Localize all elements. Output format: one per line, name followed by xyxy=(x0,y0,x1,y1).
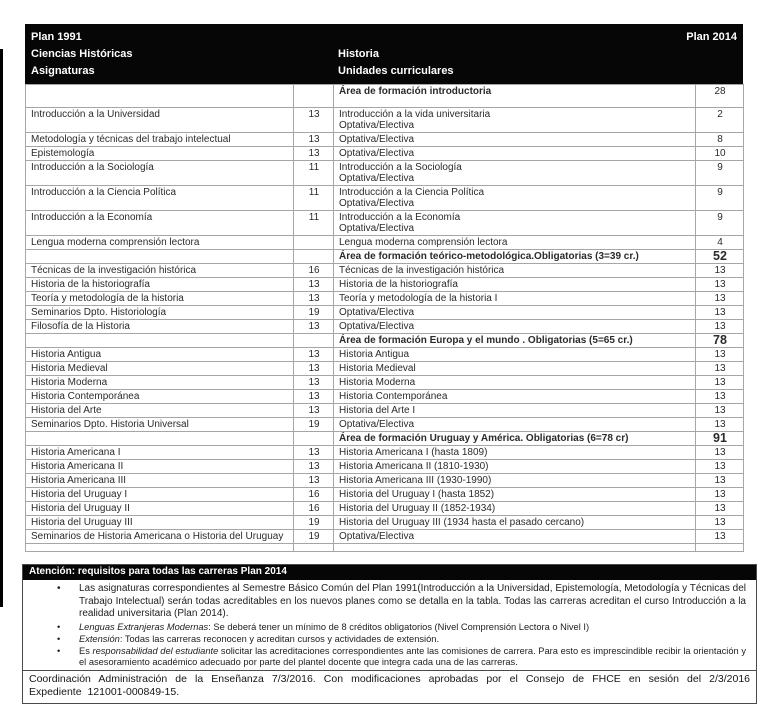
plan2014-credits-cell: 9 xyxy=(696,186,744,211)
plan2014-unit-cell xyxy=(334,306,696,320)
plan2014-credits-cell: 13 xyxy=(696,348,744,362)
course-row xyxy=(26,488,744,502)
unit-line: Área de formación introductoria xyxy=(339,86,492,97)
course-row xyxy=(26,390,744,404)
plan1991-credits-cell: 19 xyxy=(294,516,334,530)
course-row xyxy=(26,404,744,418)
unit-line: Área de formación Uruguay y América. Obligatorias (6=78 cr) xyxy=(339,433,629,444)
plan1991-credits-cell: 11 xyxy=(294,161,334,186)
plan2014-credits-cell: 9 xyxy=(696,211,744,236)
bullet-text: : Se deberá tener un mínimo de 8 créditos obligatorios (Nivel Comprensión Lectora o Nivel I) xyxy=(208,621,590,632)
plan1991-course-cell: Introducción a la Economía xyxy=(26,211,294,236)
plan1991-credits-cell: 13 xyxy=(294,446,334,460)
curriculum-mapping-table xyxy=(25,84,744,552)
unit-line: Introducción a la Sociología xyxy=(339,162,462,173)
plan1991-credits-cell: 13 xyxy=(294,147,334,161)
plan1991-credits-cell: 13 xyxy=(294,404,334,418)
plan2014-unit-cell xyxy=(334,108,696,133)
plan1991-course-cell: Seminarios Dpto. Historia Universal xyxy=(26,418,294,432)
plan2014-credits-cell: 13 xyxy=(696,320,744,334)
section-header-row xyxy=(26,432,744,446)
plan2014-unit-cell xyxy=(334,544,696,552)
plan1991-credits-cell: 13 xyxy=(294,390,334,404)
course-row xyxy=(26,278,744,292)
plan2014-unit-cell xyxy=(334,362,696,376)
plan2014-unit-cell xyxy=(334,516,696,530)
table-body xyxy=(26,85,744,552)
course-row xyxy=(26,418,744,432)
section-header-row xyxy=(26,85,744,108)
plan1991-course-cell: Seminarios de Historia Americana o Historia del Uruguay xyxy=(26,530,294,544)
plan2014-credits-cell: 13 xyxy=(696,264,744,278)
plan1991-credits-cell: 13 xyxy=(294,362,334,376)
plan1991-credits-cell xyxy=(294,85,334,108)
plan2014-unit-cell xyxy=(334,264,696,278)
plan2014-unit-cell xyxy=(334,250,696,264)
plan2014-credits-cell: 13 xyxy=(696,530,744,544)
attention-bar-title: Atención: requisitos para todas las carreras Plan 2014 xyxy=(23,565,756,580)
unidades-column-label: Unidades curriculares xyxy=(338,65,454,77)
plan2014-credits-cell: 13 xyxy=(696,516,744,530)
plan2014-credits-cell xyxy=(696,544,744,552)
plan1991-credits-cell: 11 xyxy=(294,186,334,211)
unit-line: Optativa/Electiva xyxy=(339,148,415,159)
bullet-italic: Extensión xyxy=(79,633,120,644)
plan1991-course-cell: Metodología y técnicas del trabajo intelectual xyxy=(26,133,294,147)
plan-1991-label: Plan 1991 xyxy=(31,31,82,43)
unit-line: Optativa/Electiva xyxy=(339,198,415,209)
plan1991-credits-cell xyxy=(294,236,334,250)
plan1991-course-cell: Historia Americana I xyxy=(26,446,294,460)
unit-line: Historia del Uruguay II (1852-1934) xyxy=(339,503,496,514)
unit-line: Optativa/Electiva xyxy=(339,531,415,542)
plan2014-credits-cell: 13 xyxy=(696,474,744,488)
unit-line: Técnicas de la investigación histórica xyxy=(339,265,505,276)
section-header-row xyxy=(26,250,744,264)
unit-line: Introducción a la Economía xyxy=(339,212,461,223)
document-page xyxy=(0,24,768,704)
plan1991-course-cell: Epistemología xyxy=(26,147,294,161)
plan1991-course-cell: Introducción a la Sociología xyxy=(26,161,294,186)
unit-line: Historia del Arte I xyxy=(339,405,416,416)
plan1991-course-cell: Historia del Uruguay I xyxy=(26,488,294,502)
unit-line: Historia Contemporánea xyxy=(339,391,448,402)
course-row xyxy=(26,502,744,516)
unit-line: Historia Moderna xyxy=(339,377,416,388)
plan2014-credits-cell: 78 xyxy=(696,334,744,348)
plan2014-unit-cell xyxy=(334,320,696,334)
plan2014-unit-cell xyxy=(334,488,696,502)
course-row xyxy=(26,292,744,306)
plan2014-unit-cell xyxy=(334,348,696,362)
plan1991-credits-cell: 13 xyxy=(294,348,334,362)
plan1991-credits-cell: 16 xyxy=(294,488,334,502)
plan2014-unit-cell xyxy=(334,211,696,236)
plan1991-credits-cell xyxy=(294,432,334,446)
plan2014-credits-cell: 13 xyxy=(696,418,744,432)
unit-line: Teoría y metodología de la historia I xyxy=(339,293,498,304)
notice-bullet xyxy=(79,634,746,645)
course-row xyxy=(26,530,744,544)
plan2014-credits-cell: 4 xyxy=(696,236,744,250)
unit-line: Optativa/Electiva xyxy=(339,419,415,430)
unit-line: Historia Americana II (1810-1930) xyxy=(339,461,489,472)
plan2014-unit-cell xyxy=(334,404,696,418)
course-row xyxy=(26,147,744,161)
plan1991-course-cell: Historia Americana III xyxy=(26,474,294,488)
plan2014-credits-cell: 13 xyxy=(696,292,744,306)
plan2014-unit-cell xyxy=(334,502,696,516)
plan1991-credits-cell: 11 xyxy=(294,211,334,236)
course-row xyxy=(26,362,744,376)
unit-line: Historia Americana I (hasta 1809) xyxy=(339,447,488,458)
unit-line: Optativa/Electiva xyxy=(339,321,415,332)
plan2014-unit-cell xyxy=(334,133,696,147)
unit-line: Historia Antigua xyxy=(339,349,410,360)
plan2014-unit-cell xyxy=(334,236,696,250)
plan1991-credits-cell: 13 xyxy=(294,376,334,390)
bullet-text: Las asignaturas correspondientes al Semestre Básico Común del Plan 1991(Introducción a la Universidad, Epistemología, Metodología y Técnicas del Trabajo Intelectual) serán todas acreditables en los nuevos planes como se detalla en la tabla. Todas las carreras acreditan el curso Introducción a la realidad universitaria (Plan 2014). xyxy=(79,583,746,619)
unit-line: Optativa/Electiva xyxy=(339,134,415,145)
unit-line: Optativa/Electiva xyxy=(339,223,415,234)
plan1991-course-cell: Historia Antigua xyxy=(26,348,294,362)
plan2014-credits-cell: 52 xyxy=(696,250,744,264)
plan1991-course-cell: Lengua moderna comprensión lectora xyxy=(26,236,294,250)
plan1991-course-cell: Historia Contemporánea xyxy=(26,390,294,404)
plan1991-course-cell xyxy=(26,85,294,108)
plan1991-course-cell xyxy=(26,544,294,552)
plan2014-unit-cell xyxy=(334,418,696,432)
plan1991-course-cell: Historia del Uruguay III xyxy=(26,516,294,530)
course-row xyxy=(26,460,744,474)
unit-line: Optativa/Electiva xyxy=(339,173,415,184)
plan2014-credits-cell: 13 xyxy=(696,502,744,516)
plan1991-course-cell: Técnicas de la investigación histórica xyxy=(26,264,294,278)
plan1991-course-cell: Filosofía de la Historia xyxy=(26,320,294,334)
bullet-italic: responsabilidad del estudiante xyxy=(92,645,219,656)
course-row xyxy=(26,133,744,147)
course-row xyxy=(26,236,744,250)
plan1991-course-cell: Historia Americana II xyxy=(26,460,294,474)
plan2014-credits-cell: 13 xyxy=(696,488,744,502)
plan2014-unit-cell xyxy=(334,530,696,544)
plan2014-unit-cell xyxy=(334,147,696,161)
plan2014-unit-cell xyxy=(334,161,696,186)
bullet-text: solicitar las acreditaciones correspondientes ante las comisiones de carrera. Para esto es imprescindible recibir la orientación y el asesoramiento académico adecuado por parte del plantel docente que integra cada una de las carreras. xyxy=(79,645,747,667)
plan2014-credits-cell: 13 xyxy=(696,306,744,320)
plan2014-credits-cell: 13 xyxy=(696,460,744,474)
footer-note: Coordinación Administración de la Enseñanza 7/3/2016. Con modificaciones aprobadas por el Consejo de FHCE en sesión del 2/3/2016 Expediente 121001-000849-15. xyxy=(23,670,756,703)
plan1991-credits-cell: 13 xyxy=(294,292,334,306)
plan1991-credits-cell: 19 xyxy=(294,306,334,320)
plan-2014-label: Plan 2014 xyxy=(686,31,737,43)
plan2014-credits-cell: 2 xyxy=(696,108,744,133)
course-row xyxy=(26,306,744,320)
plan2014-unit-cell xyxy=(334,334,696,348)
notice-section xyxy=(22,564,757,704)
unit-line: Introducción a la vida universitaria xyxy=(339,109,491,120)
plan1991-course-cell xyxy=(26,334,294,348)
asignaturas-column-label: Asignaturas xyxy=(31,65,95,77)
unit-line: Historia Americana III (1930-1990) xyxy=(339,475,492,486)
section-header-row xyxy=(26,334,744,348)
plan1991-course-cell: Introducción a la Universidad xyxy=(26,108,294,133)
plan1991-credits-cell xyxy=(294,544,334,552)
unit-line: Historia Medieval xyxy=(339,363,416,374)
plan2014-credits-cell: 13 xyxy=(696,376,744,390)
plan1991-course-cell xyxy=(26,250,294,264)
notice-bullet xyxy=(79,646,746,668)
plan2014-unit-cell xyxy=(334,376,696,390)
unit-line: Área de formación Europa y el mundo . Obligatorias (5=65 cr.) xyxy=(339,335,633,346)
unit-line: Área de formación teórico-metodológica.Obligatorias (3=39 cr.) xyxy=(339,251,639,262)
course-row xyxy=(26,320,744,334)
unit-line: Historia del Uruguay I (hasta 1852) xyxy=(339,489,495,500)
plan2014-credits-cell: 9 xyxy=(696,161,744,186)
plan2014-credits-cell: 13 xyxy=(696,390,744,404)
career-1991-label: Ciencias Históricas xyxy=(31,48,133,60)
bullet-pre: Es xyxy=(79,645,93,656)
unit-line: Optativa/Electiva xyxy=(339,307,415,318)
plan1991-credits-cell: 13 xyxy=(294,460,334,474)
course-row xyxy=(26,264,744,278)
course-row xyxy=(26,474,744,488)
plan1991-course-cell: Historia Moderna xyxy=(26,376,294,390)
plan1991-credits-cell: 19 xyxy=(294,418,334,432)
plan2014-credits-cell: 13 xyxy=(696,446,744,460)
plan1991-credits-cell: 13 xyxy=(294,108,334,133)
scan-edge-artifact xyxy=(0,49,3,607)
plan2014-unit-cell xyxy=(334,432,696,446)
plan2014-unit-cell xyxy=(334,390,696,404)
plan1991-credits-cell: 13 xyxy=(294,474,334,488)
plan2014-unit-cell xyxy=(334,85,696,108)
plan1991-credits-cell: 16 xyxy=(294,264,334,278)
plan1991-credits-cell xyxy=(294,334,334,348)
plan1991-credits-cell: 16 xyxy=(294,502,334,516)
plan2014-credits-cell: 10 xyxy=(696,147,744,161)
plan1991-course-cell: Historia del Arte xyxy=(26,404,294,418)
plan1991-course-cell: Historia de la historiografía xyxy=(26,278,294,292)
notice-bullet xyxy=(79,622,746,633)
course-row xyxy=(26,211,744,236)
plan2014-unit-cell xyxy=(334,278,696,292)
empty-row xyxy=(26,544,744,552)
plan1991-course-cell: Introducción a la Ciencia Política xyxy=(26,186,294,211)
plan2014-credits-cell: 8 xyxy=(696,133,744,147)
plan2014-credits-cell: 28 xyxy=(696,85,744,108)
course-row xyxy=(26,376,744,390)
plan1991-course-cell: Seminarios Dpto. Historiología xyxy=(26,306,294,320)
plan1991-credits-cell: 13 xyxy=(294,320,334,334)
plan1991-credits-cell xyxy=(294,250,334,264)
plan2014-unit-cell xyxy=(334,446,696,460)
plan2014-credits-cell: 13 xyxy=(696,362,744,376)
notice-bullet-list xyxy=(23,583,756,668)
plan2014-credits-cell: 13 xyxy=(696,404,744,418)
plan1991-course-cell: Teoría y metodología de la historia xyxy=(26,292,294,306)
plan1991-credits-cell: 13 xyxy=(294,133,334,147)
unit-line: Historia de la historiografía xyxy=(339,279,458,290)
plan1991-course-cell: Historia del Uruguay II xyxy=(26,502,294,516)
course-row xyxy=(26,516,744,530)
plan1991-credits-cell: 19 xyxy=(294,530,334,544)
unit-line: Lengua moderna comprensión lectora xyxy=(339,237,508,248)
plan2014-unit-cell xyxy=(334,460,696,474)
course-row xyxy=(26,348,744,362)
table-header-bar xyxy=(25,24,743,84)
unit-line: Optativa/Electiva xyxy=(339,120,415,131)
course-row xyxy=(26,446,744,460)
plan2014-unit-cell xyxy=(334,474,696,488)
bullet-text: : Todas las carreras reconocen y acreditan cursos y actividades de extensión. xyxy=(119,633,440,644)
plan1991-course-cell xyxy=(26,432,294,446)
plan2014-credits-cell: 91 xyxy=(696,432,744,446)
plan2014-unit-cell xyxy=(334,292,696,306)
plan1991-credits-cell: 13 xyxy=(294,278,334,292)
notice-bullet xyxy=(79,583,746,621)
unit-line: Historia del Uruguay III (1934 hasta el pasado cercano) xyxy=(339,517,585,528)
plan1991-course-cell: Historia Medieval xyxy=(26,362,294,376)
course-row xyxy=(26,186,744,211)
bullet-italic: Lenguas Extranjeras Modernas xyxy=(79,621,209,632)
course-row xyxy=(26,161,744,186)
unit-line: Introducción a la Ciencia Política xyxy=(339,187,485,198)
plan2014-unit-cell xyxy=(334,186,696,211)
career-2014-label: Historia xyxy=(338,48,379,60)
plan2014-credits-cell: 13 xyxy=(696,278,744,292)
course-row xyxy=(26,108,744,133)
